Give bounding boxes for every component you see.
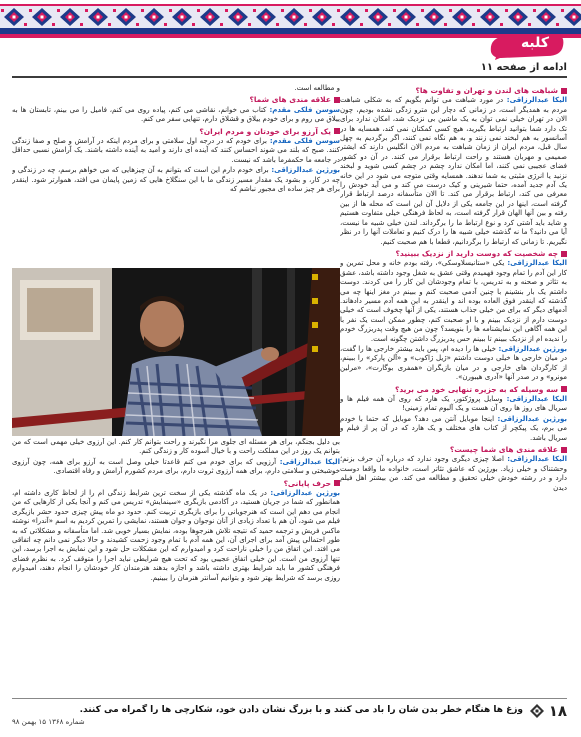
paragraph (12, 137, 340, 165)
paragraph-text: آرزویی که برای خودم می کنم قاعدتا خیلی وصل است به آرزو برای همه، چون آرزوی خوشبختی و سلامتی دارم، برای همه آرزوی ثروت دارم، برای مردم کشورم آرامش و رفاه اقتصادی. (12, 457, 340, 476)
paragraph-text: در مورد شباهت می توانم بگویم که به شکلی شباهت مردم به همدیگر است، در زمانی که دچار این مترو زدگی نشده بودیم، چون الان در تهران خیلی نمی توان به یک ماشین بی نزدیک شد، امکان ندارد برای تک دارد شما بتوانید ارتباط بگیرید، هیچ کسی کمکتان نمی کند، همسایه ها در آسانسور به هم لبخند نمی زنند و به هم نگاه نمی کنند، اگر برگردیم به چهل سال قبل، مردم ایران از زمان شباهت به مردم الان انگلیس دارند که ایشتر صمیمی و مهربان هستند و راحت ارتباط برقرار می کنند. در آن دو کشور فضای عجیبی نمی کنند، اما امکان ندارد چشم در چشم کسی شوید و لبخند نزنید یا انرژی مثبتی به شما ندهند. همسایه وقتی متوجه می شود در این خانه یک آدم جدید آمده، حتما شیرینی و کیک درست می کند و می آید خودش را معرفی می کند، ارتباط برقرار می کند. تا الان متأسفانه درصد ارتباط قرار گرفته است، اینها در این جامعه یکی از دلایل آن این است که محله ها از بین رفته و بین آنها الهان قرار گرفته است، به لحاظ فرهنگی خیلی متفاوت هستیم و شاید باید آشتی کرد و نوع ارتباط ما را برگرداند. لندن خیلی شبیه ما نیست، آیا می دانید؟ ما نه گذشته خیلی شبیه ها را درک کنیم و تعاملات آنها را در نظر نگیریم. تا زمانی که ارتباط را برگردانیم، قطعا با هم صحبت کنیم. (340, 96, 567, 246)
heading-text: علاقه مندی های شما؟ (249, 95, 331, 105)
section-heading (12, 95, 340, 104)
paragraph-text: اینجا موبایل آنتن می دهد؟ موبایل که حتما با خودم می برم، یک پیکچر از کتاب های مختلف و یک هارد که در آن پر از فیلم و سریال باشد. (340, 414, 567, 442)
heading-bullet-icon (561, 386, 567, 392)
heading-bullet-icon (561, 447, 567, 453)
heading-bullet-icon (334, 480, 340, 486)
left-bottom-text-column (12, 438, 340, 694)
paragraph-text: برای خودم که در درجه اول سلامتی و برای مردم اینکه در آرامش و صلح و صفا زندگی کنند. صبح که بلند می شوند احساس کنند که آینده ای دارند و امید به آینده داشته باشند. یک آرامش نسبی حداقل در جامعه ما حکمفرما باشد که نیست. (12, 137, 340, 164)
section-heading (12, 479, 340, 488)
paragraph-text: برای خودم دارم این است که بتوانم به آن چیزهایی که می خواهم برسم، چه در زندگی و چه در کار، و بشود یک مقدار مسیر زندگی ما با این سنگلاخ هایی که زمین پایمان می افتد، هموارتر شود. اینقدر برای هر چیز ساده ای مجبور نباشم که (12, 166, 340, 194)
speaker-name: الیکا عبدالرزاقی: (504, 259, 567, 268)
speaker-name: بورژین عبدالرزاقی: (266, 489, 340, 498)
speaker-name: بورژین عبدالرزاقی: (496, 344, 567, 353)
section-heading (340, 385, 567, 394)
section-heading (340, 249, 567, 258)
speaker-name: بورژین عبدالرزاقی: (268, 166, 340, 175)
heading-text: چه شخصیت که دوست دارید از نزدیک ببینید؟ (395, 248, 558, 258)
heading-text: حرف پایانی؟ (283, 478, 331, 488)
footer-fact-quote: وزغ ها هنگام خطر بدن شان را باد می کنند و با بزرگ نشان دادن خود، شکارچی ها را گمراه می کنند. (79, 705, 523, 715)
speaker-name: سوسن فلکی مقدم: (267, 137, 340, 146)
paragraph (12, 106, 340, 125)
page-ornament-icon (529, 703, 545, 719)
heading-bullet-icon (561, 88, 567, 94)
paragraph (340, 96, 567, 247)
speaker-name: الیکا عبدالرزاقی: (276, 457, 340, 466)
speaker-name: الیکا عبدالرزاقی: (503, 96, 567, 105)
heading-bullet-icon (561, 251, 567, 257)
paragraph (340, 395, 567, 414)
paragraph (12, 166, 340, 194)
footer-divider (12, 698, 567, 699)
speaker-name: سوسن فلکی مقدم: (266, 105, 340, 114)
header-divider (12, 76, 567, 78)
paragraph-text: در یک ماه گذشته یکی از سخت ترین شرایط زندگی ام را از لحاظ کاری داشته ام، همانطور که شما در جریان هستید، در آکادمی بازیگری «سینمایش» تدریس می کنم و آنجا یکی از کارهایی که من انجام می دهم این است که هنرجویانی را برای بازیگری تربیت کنم. حدود دو ماه پیش چیزی حدود حشر بازیگری فیلم می شود، آن هم با تعداد زیادی از آنان نوجوان و جوان هستند، نمایشی را تمرین کردیم به اسم «آندرا» نوشته ماکس فریش و ترجمه حمید که نتیجه تلاش هنرجوها بوده، نمایش بسیار خوبی شد. اما متأسفانه و مشکلاتی که به طور احتمالی پیش آمد برای اجرای آن، این همه آدم با تمام وجود زحمت کشیدند و حالا دیگر نمی دانم چه اتفاقی می افتد. این اتفاق من را خیلی ناراحت کرد و امیدوارم که این مشکلات حل شود و این نمایش به اجرا برسد، این تنها آرزوی من است. این خیلی اتفاق عجیبی بود که تحت هیچ شرایطی نباید اجرا را متوقف کرد. به نظرم فضای فرهنگی کشور ما باید شرایط بهتری داشته باشد و اجازه بدهند هنرمندان کار خودشان را انجام دهند، امیدوارم روزی برسد که شرایط بهتر شود و بتوانیم آسانتر هنرمان را ببینیم. (12, 489, 340, 582)
continued-from-title: ادامه از صفحه ۱۱ (480, 62, 567, 73)
page-number: ۱۸ (548, 702, 567, 720)
section-heading (12, 127, 340, 136)
paragraph (12, 458, 340, 477)
paragraph-text: خیلی ها را دیده ام، پس باید بیشتر خارجی ها را گفت، در میان خارجی ها خیلی دوست داشتم «ژیل ژاکوب» و «آلن پارکر» را ببینم، از کارگردان های خارجی و در میان بازیگران «همفری بوگارت»، «مرلین مونرو» و در صدر آنها «آدری هیبورن». (340, 344, 567, 382)
paragraph (340, 455, 567, 493)
interview-photo (12, 268, 340, 436)
man-leaning-on-railing-illustration (12, 268, 340, 436)
paragraph (12, 489, 340, 583)
paragraph-text: وسایل پروژکتور، یک هارد که روی آن همه فیلم ها و سریال های روز ها روی آن هست و یک آلبوم تمام زمینی! (340, 395, 567, 413)
left-top-text-column (12, 84, 340, 266)
heading-text: یک آرزو برای خودتان و مردم ایران؟ (199, 126, 331, 136)
issue-info: شماره ۱۳۶۸ ۱۵ بهمن ۹۸ (12, 718, 85, 726)
section-heading (340, 86, 567, 95)
heading-bullet-icon (334, 97, 340, 103)
speaker-name: الیکا عبدالرزاقی: (502, 395, 567, 403)
paragraph-text: بی دلیل بجنگم، برای هر مسئله ای جلوی مرا نگیرند و راحت بتوانم کار کنم. این آرزوی خیلی مهمی است که من بتوانم یک روز در این مملکت راحت و با خیال آسوده کار و زندگی کنم. (12, 438, 340, 456)
heading-bullet-icon (334, 128, 340, 134)
paragraph-text: و مطالعه است. (294, 84, 340, 92)
paragraph (12, 438, 340, 457)
paragraph (340, 345, 567, 383)
logo-text: کلبه (520, 35, 549, 51)
paragraph-text: یکی «ستانیسلاوسکی»، رفته بودم خانه و محل تمرین و کار این آدم را تمام وجود فهمیدم وقتی عشق به شغل وجود داشته باشد، عشق به تئاتر و صحنه و به تدریس، با تمام وجودشان این کار را می کردند. دوست داشتم یک بار بنشینم با چنین آدمی صحبت کنم و ببینم در مغز اینها چه می گذشته که اینقدر فوق العاده بوده اند و اینقدر به این همه آدم مسیر دادهاند. آدمهای دیگر که برای من خیلی جذاب هستند، یکی از آنها چخوف است که خیلی دوست دارم از نزدیک ببینم و با او صحبت کنم، چطور ممکن است یک نفر با این همه آگاهی این نمایشنامه ها را بنویسد؟ چون من هیچ وقت پدربزرگ خودم را ندیده ام از نزدیک ببینم تا ببینم حس پدربزرگ داشتن چگونه است. (340, 259, 567, 343)
heading-text: علاقه مندی های شما چیست؟ (449, 445, 558, 455)
speaker-name: الیکا عبدالرزاقی: (503, 455, 567, 464)
paragraph (340, 259, 567, 344)
heading-text: سه وسیله که به جزیره تنهایی خود می برید؟ (395, 384, 558, 394)
speaker-name: بورژین عبدالرزاقی: (494, 414, 567, 423)
paragraph (340, 415, 567, 443)
right-text-column (340, 84, 567, 694)
section-heading (340, 445, 567, 454)
paragraph (12, 84, 340, 93)
paragraph-text: کتاب می خوانم، نقاشی می کنم، پیاده روی می کنم، فامیل را می بینم، تابستان ها به ییلاق می روم و برای خودم ییلاق و قشلاق دارم، تنهایی سفر می کنم. (12, 105, 340, 124)
heading-text: شباهت های لندن و تهران و تفاوت ها؟ (415, 86, 558, 95)
kolbe-logo (487, 30, 567, 60)
paragraph-text: اصلا چیزی دیگری وجود ندارد که درباره آن حرف بزنم؛ وحشتناک و خیلی زیاد. بورژین که عاشق تئاتر است، خانواده ما واقعا دوست دارد و در رشته خودش خیلی تحقیق و مطالعه می کند. من بیشتر اهل فیلم دیدن (340, 455, 567, 492)
